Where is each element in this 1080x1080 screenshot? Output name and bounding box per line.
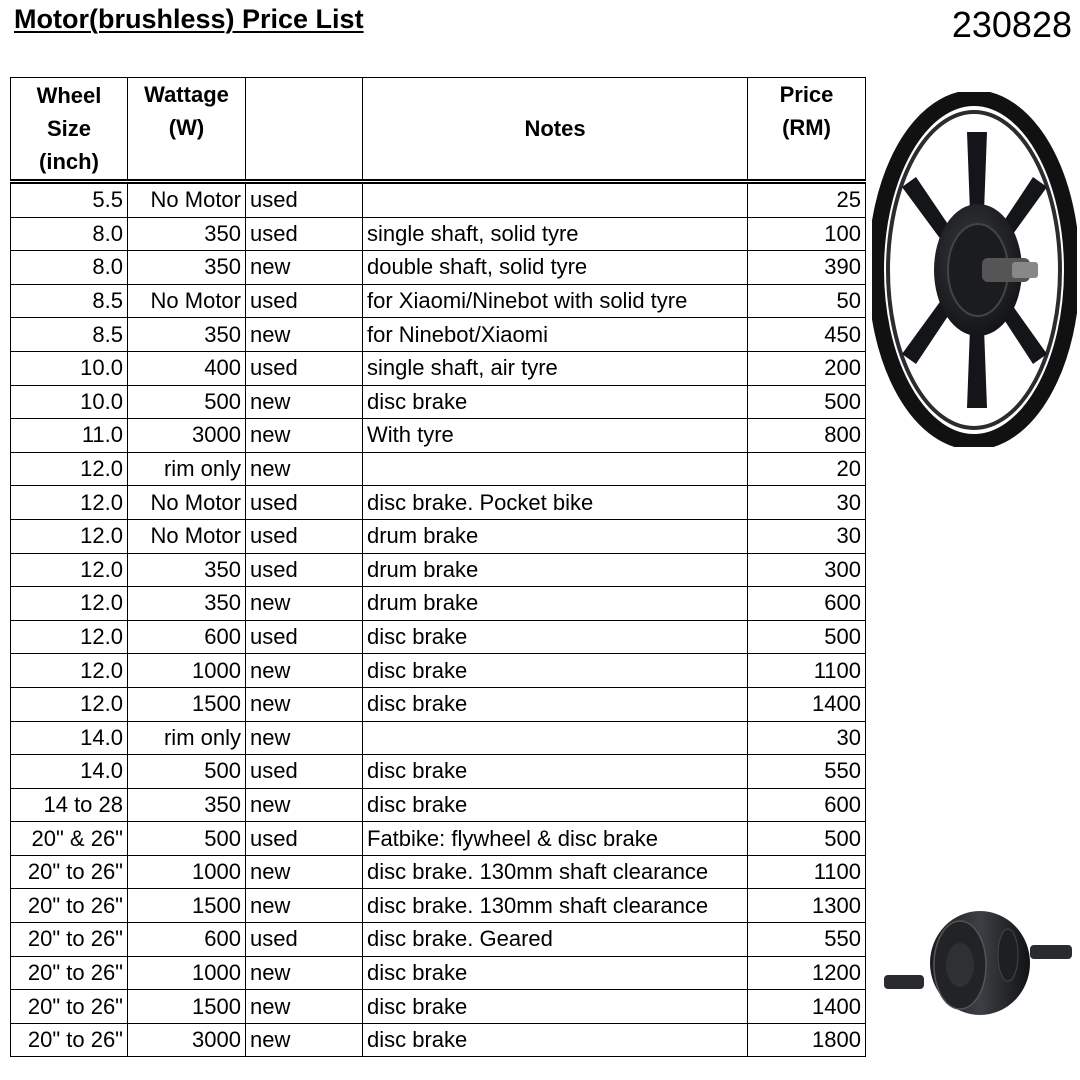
cell-wheel-size: 20" & 26" bbox=[11, 822, 128, 856]
cell-condition: new bbox=[246, 654, 363, 688]
hub-motor-image bbox=[880, 905, 1075, 1020]
cell-wattage: 3000 bbox=[128, 1023, 246, 1057]
cell-price: 1300 bbox=[748, 889, 866, 923]
cell-notes: Fatbike: flywheel & disc brake bbox=[363, 822, 748, 856]
cell-wheel-size: 12.0 bbox=[11, 687, 128, 721]
table-row bbox=[11, 822, 866, 856]
cell-price: 600 bbox=[748, 587, 866, 621]
cell-price: 550 bbox=[748, 755, 866, 789]
cell-wheel-size: 5.5 bbox=[11, 182, 128, 218]
cell-condition: new bbox=[246, 1023, 363, 1057]
cell-wattage: 350 bbox=[128, 318, 246, 352]
cell-notes: single shaft, air tyre bbox=[363, 351, 748, 385]
cell-price: 200 bbox=[748, 351, 866, 385]
cell-price: 30 bbox=[748, 486, 866, 520]
cell-wheel-size: 20" to 26" bbox=[11, 1023, 128, 1057]
cell-wattage: 1500 bbox=[128, 687, 246, 721]
cell-notes: disc brake bbox=[363, 755, 748, 789]
cell-wheel-size: 8.0 bbox=[11, 251, 128, 285]
table-row bbox=[11, 284, 866, 318]
cell-wheel-size: 12.0 bbox=[11, 620, 128, 654]
cell-condition: new bbox=[246, 587, 363, 621]
cell-notes: disc brake. Geared bbox=[363, 923, 748, 957]
cell-condition: used bbox=[246, 182, 363, 218]
cell-condition: used bbox=[246, 486, 363, 520]
cell-condition: used bbox=[246, 923, 363, 957]
cell-price: 390 bbox=[748, 251, 866, 285]
table-row bbox=[11, 755, 866, 789]
list-code: 230828 bbox=[951, 4, 1072, 45]
cell-wheel-size: 12.0 bbox=[11, 486, 128, 520]
table-row bbox=[11, 1023, 866, 1057]
cell-price: 1400 bbox=[748, 990, 866, 1024]
cell-wattage: 500 bbox=[128, 755, 246, 789]
cell-notes: disc brake bbox=[363, 385, 748, 419]
cell-price: 800 bbox=[748, 419, 866, 453]
cell-wheel-size: 8.0 bbox=[11, 217, 128, 251]
cell-price: 1100 bbox=[748, 855, 866, 889]
cell-price: 30 bbox=[748, 721, 866, 755]
cell-condition: used bbox=[246, 351, 363, 385]
cell-price: 600 bbox=[748, 788, 866, 822]
cell-condition: used bbox=[246, 620, 363, 654]
cell-wattage: No Motor bbox=[128, 519, 246, 553]
cell-notes bbox=[363, 182, 748, 218]
cell-wattage: 500 bbox=[128, 385, 246, 419]
cell-wheel-size: 8.5 bbox=[11, 318, 128, 352]
cell-condition: used bbox=[246, 822, 363, 856]
cell-notes: disc brake bbox=[363, 956, 748, 990]
table-row bbox=[11, 721, 866, 755]
cell-price: 25 bbox=[748, 182, 866, 218]
cell-price: 300 bbox=[748, 553, 866, 587]
cell-notes bbox=[363, 452, 748, 486]
table-row bbox=[11, 519, 866, 553]
cell-wattage: rim only bbox=[128, 721, 246, 755]
cell-notes: disc brake bbox=[363, 1023, 748, 1057]
table-row bbox=[11, 452, 866, 486]
cell-notes: for Xiaomi/Ninebot with solid tyre bbox=[363, 284, 748, 318]
cell-wheel-size: 12.0 bbox=[11, 452, 128, 486]
cell-wheel-size: 12.0 bbox=[11, 587, 128, 621]
table-row bbox=[11, 990, 866, 1024]
cell-price: 1800 bbox=[748, 1023, 866, 1057]
table-row bbox=[11, 486, 866, 520]
col-header-wattage: Wattage (W) bbox=[128, 78, 246, 182]
cell-price: 100 bbox=[748, 217, 866, 251]
cell-price: 1100 bbox=[748, 654, 866, 688]
cell-notes: disc brake. 130mm shaft clearance bbox=[363, 855, 748, 889]
cell-wattage: No Motor bbox=[128, 284, 246, 318]
cell-condition: used bbox=[246, 519, 363, 553]
table-row bbox=[11, 182, 866, 218]
cell-wattage: 400 bbox=[128, 351, 246, 385]
cell-notes: disc brake bbox=[363, 990, 748, 1024]
cell-wheel-size: 14.0 bbox=[11, 721, 128, 755]
cell-wattage: 600 bbox=[128, 923, 246, 957]
cell-price: 500 bbox=[748, 385, 866, 419]
price-table bbox=[10, 77, 866, 1057]
col-header-price: Price (RM) bbox=[748, 78, 866, 182]
cell-wheel-size: 20" to 26" bbox=[11, 855, 128, 889]
cell-wheel-size: 10.0 bbox=[11, 385, 128, 419]
table-row bbox=[11, 217, 866, 251]
cell-wattage: rim only bbox=[128, 452, 246, 486]
cell-wattage: 3000 bbox=[128, 419, 246, 453]
cell-notes: drum brake bbox=[363, 519, 748, 553]
cell-wattage: 350 bbox=[128, 553, 246, 587]
cell-condition: new bbox=[246, 855, 363, 889]
table-row bbox=[11, 889, 866, 923]
cell-condition: new bbox=[246, 687, 363, 721]
cell-notes: double shaft, solid tyre bbox=[363, 251, 748, 285]
cell-price: 500 bbox=[748, 822, 866, 856]
cell-notes: With tyre bbox=[363, 419, 748, 453]
cell-wattage: 1000 bbox=[128, 956, 246, 990]
cell-condition: used bbox=[246, 755, 363, 789]
cell-wattage: 350 bbox=[128, 587, 246, 621]
cell-notes: for Ninebot/Xiaomi bbox=[363, 318, 748, 352]
cell-wheel-size: 8.5 bbox=[11, 284, 128, 318]
cell-condition: new bbox=[246, 956, 363, 990]
cell-notes: single shaft, solid tyre bbox=[363, 217, 748, 251]
cell-wattage: No Motor bbox=[128, 486, 246, 520]
cell-wheel-size: 20" to 26" bbox=[11, 990, 128, 1024]
cell-condition: new bbox=[246, 721, 363, 755]
cell-condition: new bbox=[246, 251, 363, 285]
cell-price: 50 bbox=[748, 284, 866, 318]
wheel-motor-image bbox=[872, 92, 1077, 447]
cell-wheel-size: 12.0 bbox=[11, 654, 128, 688]
cell-notes: disc brake bbox=[363, 620, 748, 654]
table-body bbox=[11, 182, 866, 1057]
cell-notes: disc brake bbox=[363, 654, 748, 688]
table-row bbox=[11, 553, 866, 587]
cell-condition: new bbox=[246, 788, 363, 822]
cell-wheel-size: 12.0 bbox=[11, 519, 128, 553]
table-row bbox=[11, 923, 866, 957]
cell-wattage: 1000 bbox=[128, 654, 246, 688]
cell-wattage: No Motor bbox=[128, 182, 246, 218]
cell-notes: drum brake bbox=[363, 553, 748, 587]
cell-price: 550 bbox=[748, 923, 866, 957]
table-row bbox=[11, 351, 866, 385]
table-row bbox=[11, 687, 866, 721]
table-row bbox=[11, 855, 866, 889]
cell-price: 500 bbox=[748, 620, 866, 654]
cell-wattage: 600 bbox=[128, 620, 246, 654]
cell-price: 1200 bbox=[748, 956, 866, 990]
cell-condition: used bbox=[246, 284, 363, 318]
table-row bbox=[11, 956, 866, 990]
cell-condition: new bbox=[246, 990, 363, 1024]
cell-notes: drum brake bbox=[363, 587, 748, 621]
cell-wheel-size: 14 to 28 bbox=[11, 788, 128, 822]
col-header-notes: Notes bbox=[363, 78, 748, 182]
cell-wheel-size: 10.0 bbox=[11, 351, 128, 385]
cell-notes: disc brake. 130mm shaft clearance bbox=[363, 889, 748, 923]
cell-condition: used bbox=[246, 217, 363, 251]
cell-price: 1400 bbox=[748, 687, 866, 721]
cell-wheel-size: 20" to 26" bbox=[11, 956, 128, 990]
cell-condition: new bbox=[246, 452, 363, 486]
cell-wheel-size: 20" to 26" bbox=[11, 889, 128, 923]
cell-wattage: 350 bbox=[128, 217, 246, 251]
cell-price: 30 bbox=[748, 519, 866, 553]
table-header-row bbox=[11, 78, 866, 182]
table-row bbox=[11, 788, 866, 822]
cell-condition: new bbox=[246, 318, 363, 352]
cell-price: 450 bbox=[748, 318, 866, 352]
cell-notes: disc brake bbox=[363, 687, 748, 721]
table-row bbox=[11, 251, 866, 285]
table-row bbox=[11, 419, 866, 453]
cell-notes bbox=[363, 721, 748, 755]
col-header-wheel-size: Wheel Size (inch) bbox=[11, 78, 128, 182]
cell-wheel-size: 12.0 bbox=[11, 553, 128, 587]
table-row bbox=[11, 318, 866, 352]
cell-wattage: 1500 bbox=[128, 889, 246, 923]
cell-condition: used bbox=[246, 553, 363, 587]
cell-notes: disc brake bbox=[363, 788, 748, 822]
table-row bbox=[11, 587, 866, 621]
cell-price: 20 bbox=[748, 452, 866, 486]
cell-wattage: 1000 bbox=[128, 855, 246, 889]
cell-wattage: 500 bbox=[128, 822, 246, 856]
cell-wattage: 350 bbox=[128, 788, 246, 822]
cell-condition: new bbox=[246, 419, 363, 453]
cell-wheel-size: 14.0 bbox=[11, 755, 128, 789]
col-header-condition bbox=[246, 78, 363, 182]
page-title: Motor(brushless) Price List bbox=[14, 4, 364, 34]
table-row bbox=[11, 385, 866, 419]
table-row bbox=[11, 654, 866, 688]
cell-wheel-size: 20" to 26" bbox=[11, 923, 128, 957]
cell-wheel-size: 11.0 bbox=[11, 419, 128, 453]
cell-wattage: 350 bbox=[128, 251, 246, 285]
cell-wattage: 1500 bbox=[128, 990, 246, 1024]
cell-condition: new bbox=[246, 889, 363, 923]
cell-condition: new bbox=[246, 385, 363, 419]
cell-notes: disc brake. Pocket bike bbox=[363, 486, 748, 520]
table-row bbox=[11, 620, 866, 654]
